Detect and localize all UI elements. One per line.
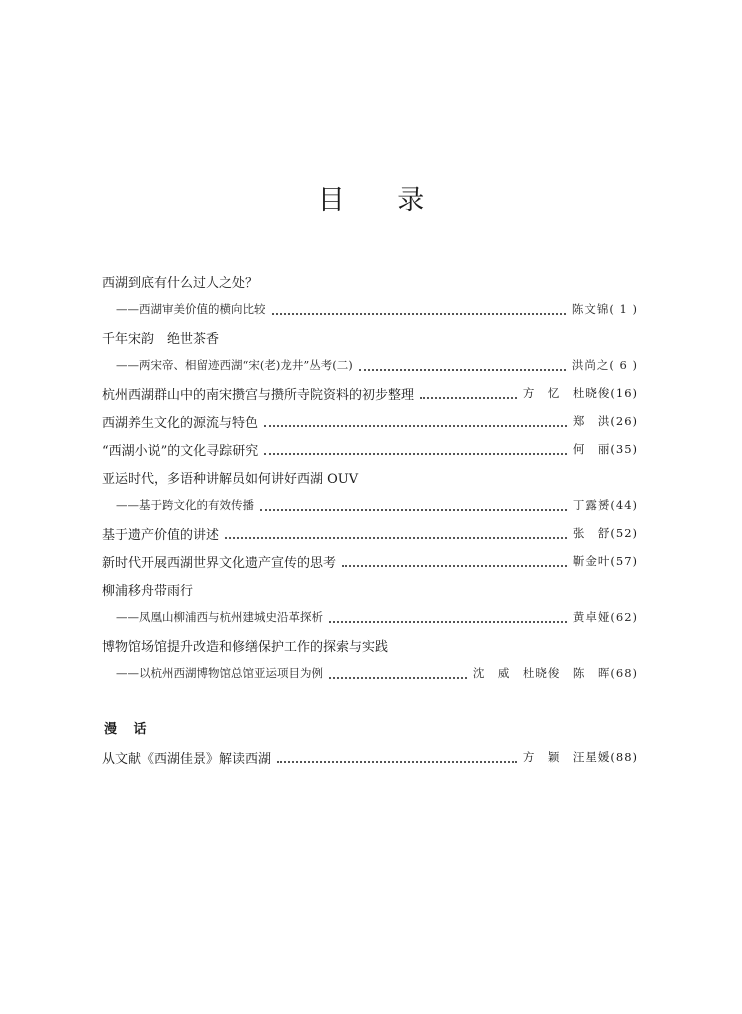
toc-entry-title: ——基于跨文化的有效传播 — [116, 498, 254, 512]
toc-entry[interactable] — [102, 662, 638, 684]
leader-dots — [272, 312, 566, 315]
toc-entry-heading[interactable] — [102, 326, 638, 348]
toc-entry[interactable] — [102, 298, 638, 320]
toc-entry-heading[interactable] — [102, 466, 638, 488]
toc-entry-author: 陈文锦 — [571, 302, 610, 316]
toc-entry-title: ——凤凰山柳浦西与杭州建城史沿革探析 — [116, 610, 323, 624]
leader-dots — [264, 424, 567, 427]
toc-entry[interactable] — [102, 606, 638, 628]
page-title: 目 录 — [317, 185, 447, 216]
toc-entry[interactable] — [102, 522, 638, 544]
toc-entry-page: (44) — [610, 498, 638, 512]
toc-entry-author: 郑 洪 — [572, 414, 611, 428]
leader-dots — [260, 508, 567, 511]
toc-entry-page: ( 1 ) — [609, 302, 638, 316]
toc-entry-heading[interactable] — [102, 634, 638, 656]
toc-entry-page: (88) — [610, 750, 638, 764]
toc-entry[interactable] — [102, 354, 638, 376]
toc-entry-page: (57) — [610, 554, 638, 568]
toc-entry-page: ( 6 ) — [609, 358, 638, 372]
toc-entry-page: (26) — [610, 414, 638, 428]
toc-entry-author: 靳金叶 — [572, 554, 611, 568]
toc-entry-page: (16) — [610, 386, 638, 400]
toc-entry-title: 西湖到底有什么过人之处？ — [102, 275, 259, 291]
toc-entry-title: 新时代开展西湖世界文化遗产宣传的思考 — [102, 555, 337, 571]
toc-entry-author: 方 颖 汪星媛 — [522, 750, 611, 764]
toc-entry-title: “西湖小说”的文化寻踪研究 — [102, 443, 259, 459]
leader-dots — [277, 760, 517, 763]
leader-dots — [329, 676, 467, 679]
toc-entry[interactable] — [102, 550, 638, 572]
toc-entry-heading[interactable] — [102, 578, 638, 600]
toc-entry-title: 亚运时代，多语种讲解员如何讲好西湖 OUV — [102, 471, 359, 487]
toc-entry-title: 杭州西湖群山中的南宋攒宫与攒所寺院资料的初步整理 — [102, 387, 415, 403]
toc-entry-title: ——两宋帝、相留迹西湖“宋(老)龙井”丛考(二) — [116, 358, 353, 372]
leader-dots — [420, 396, 517, 399]
toc-entry-title: 柳浦移舟带雨行 — [102, 583, 194, 599]
toc-entry-page: (62) — [610, 610, 638, 624]
toc-entry-author: 张 舒 — [572, 526, 611, 540]
toc-entry-page: (52) — [610, 526, 638, 540]
leader-dots — [329, 620, 567, 623]
toc-entry-heading[interactable] — [102, 270, 638, 292]
toc-entry-author: 何 丽 — [572, 442, 611, 456]
toc-entry[interactable] — [102, 494, 638, 516]
toc-entry[interactable] — [102, 382, 638, 404]
toc-entry-author: 洪尚之 — [571, 358, 610, 372]
toc-entry-author: 方 忆 杜晓俊 — [522, 386, 611, 400]
section-heading: 漫 话 — [104, 722, 153, 737]
toc-entry-title: 千年宋韵 绝世茶香 — [102, 331, 220, 347]
toc-entry-title: ——以杭州西湖博物馆总馆亚运项目为例 — [116, 666, 323, 680]
toc-entry-author: 沈 威 杜晓俊 陈 晖 — [472, 666, 611, 680]
toc-entry-title: 从文献《西湖佳景》解读西湖 — [102, 751, 272, 767]
toc-entry[interactable] — [102, 746, 638, 768]
toc-entry-title: 基于遗产价值的讲述 — [102, 527, 220, 543]
toc-entry[interactable] — [102, 438, 638, 460]
toc-entry-title: 博物馆场馆提升改造和修缮保护工作的探索与实践 — [102, 639, 389, 655]
toc-entry-page: (68) — [610, 666, 638, 680]
toc-entry[interactable] — [102, 410, 638, 432]
leader-dots — [359, 368, 566, 371]
toc-entry-author: 丁露赟 — [572, 498, 611, 512]
toc-entry-title: 西湖养生文化的源流与特色 — [102, 415, 259, 431]
toc-entry-title: ——西湖审美价值的横向比较 — [116, 302, 266, 316]
leader-dots — [264, 452, 567, 455]
toc-entry-author: 黄卓娅 — [572, 610, 611, 624]
toc-entry-page: (35) — [610, 442, 638, 456]
leader-dots — [342, 564, 567, 567]
leader-dots — [225, 536, 567, 539]
